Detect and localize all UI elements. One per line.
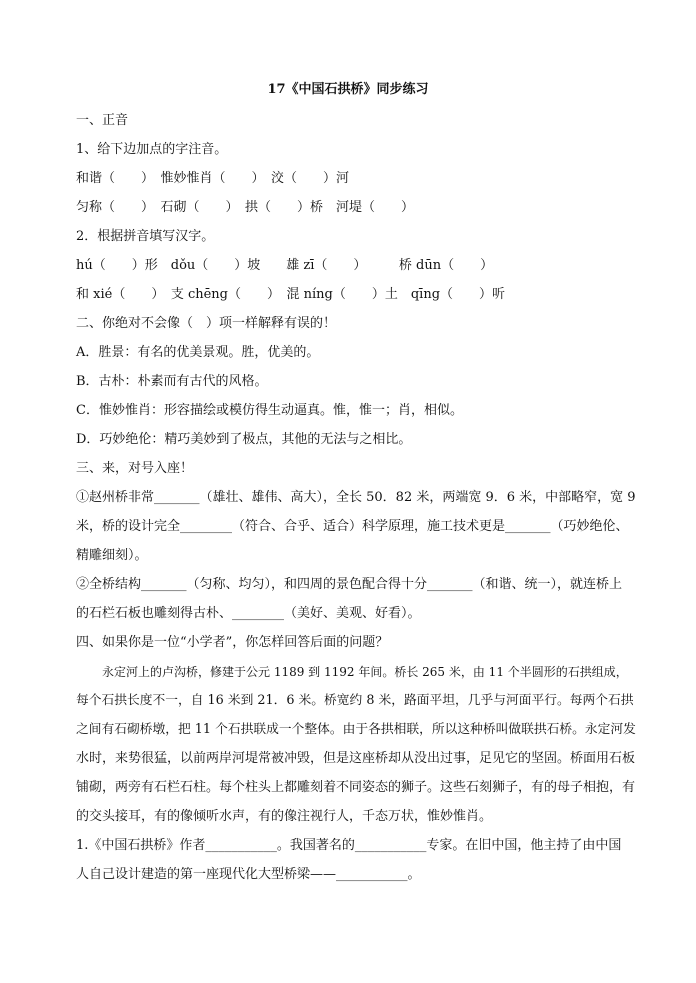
passage-text: 的交头接耳，有的像倾听水声，有的像注视行人，千态万状，惟妙惟肖。 (76, 809, 493, 824)
passage-text: 永定河上的卢沟桥，修建于公元 1189 到 1192 年间。桥长 265 米，由 11 个半圆形的石拱组成， (102, 665, 628, 679)
passage-text: 每个石拱长度不一，自 16 米到 21．6 米。桥宽约 8 米，路面平坦，几乎与河面平行。每两个石拱 (76, 693, 634, 708)
question-text: 米，桥的设计完全________（符合、合乎、适合）科学原理，施工技术更是_______（巧妙绝伦、 (76, 519, 629, 534)
question-text: 的石栏石板也雕刻得古朴、________（美好、美观、好看）。 (76, 606, 421, 621)
option-text: B．古朴：朴素而有古代的风格。 (76, 374, 268, 389)
document-title: 17《中国石拱桥》同步练习 (267, 82, 429, 97)
question-text: 和谐（ ） 惟妙惟肖（ ） 洨（ ）河 (76, 171, 350, 186)
question-text: 匀称（ ） 石砌（ ） 拱（ ）桥 河堤（ ） (76, 200, 415, 215)
question-text: 1、给下边加点的字注音。 (76, 142, 228, 157)
section-heading: 三、来，对号入座！ (76, 461, 194, 476)
option-text: C．惟妙惟肖：形容描绘或模仿得生动逼真。惟，惟一；肖，相似。 (76, 403, 463, 418)
question-text: 和 xié（ ） 支 chēng（ ） 混 níng（ ）土 qīng（ ）听 (76, 287, 506, 302)
question-text: ①赵州桥非常_______（雄壮、雄伟、高大），全长 50．82 米，两端宽 9．6 米，中部略窄，宽 9 (76, 490, 636, 505)
option-text: A．胜景：有名的优美景观。胜，优美的。 (76, 345, 320, 360)
question-text: 精雕细刻）。 (76, 548, 148, 563)
question-text: 1.《中国石拱桥》作者___________。我国著名的___________专家。在旧中国，他主持了由中国 (76, 838, 622, 853)
question-text: ②全桥结构_______（匀称、均匀），和四周的景色配合得十分_______（和谐、统一），就连桥上 (76, 577, 623, 592)
section-heading: 二、你绝对不会像（ ）项一样解释有误的！ (76, 316, 337, 331)
passage-text: 水时，来势很猛，以前两岸河堤常被冲毁，但是这座桥却从没出过事，足见它的坚固。桥面用石板 (76, 751, 636, 766)
question-text: 2．根据拼音填写汉字。 (76, 229, 215, 244)
question-text: hú（ ）形 dǒu（ ）坡 雄 zī（ ） 桥 dūn（ ） (76, 258, 494, 273)
option-text: D．巧妙绝伦：精巧美妙到了极点，其他的无法与之相比。 (76, 432, 412, 447)
question-text: 人自己设计建造的第一座现代化大型桥梁——___________。 (76, 867, 421, 882)
passage-text: 铺砌，两旁有石栏石柱。每个柱头上都雕刻着不同姿态的狮子。这些石刻狮子，有的母子相抱，有 (76, 780, 636, 795)
section-heading: 四、如果你是一位“小学者”，你怎样回答后面的问题？ (76, 635, 389, 650)
passage-text: 之间有石砌桥墩，把 11 个石拱联成一个整体。由于各拱相联，所以这种桥叫做联拱石桥。永定河发 (76, 722, 636, 737)
section-heading: 一、正音 (76, 113, 129, 128)
